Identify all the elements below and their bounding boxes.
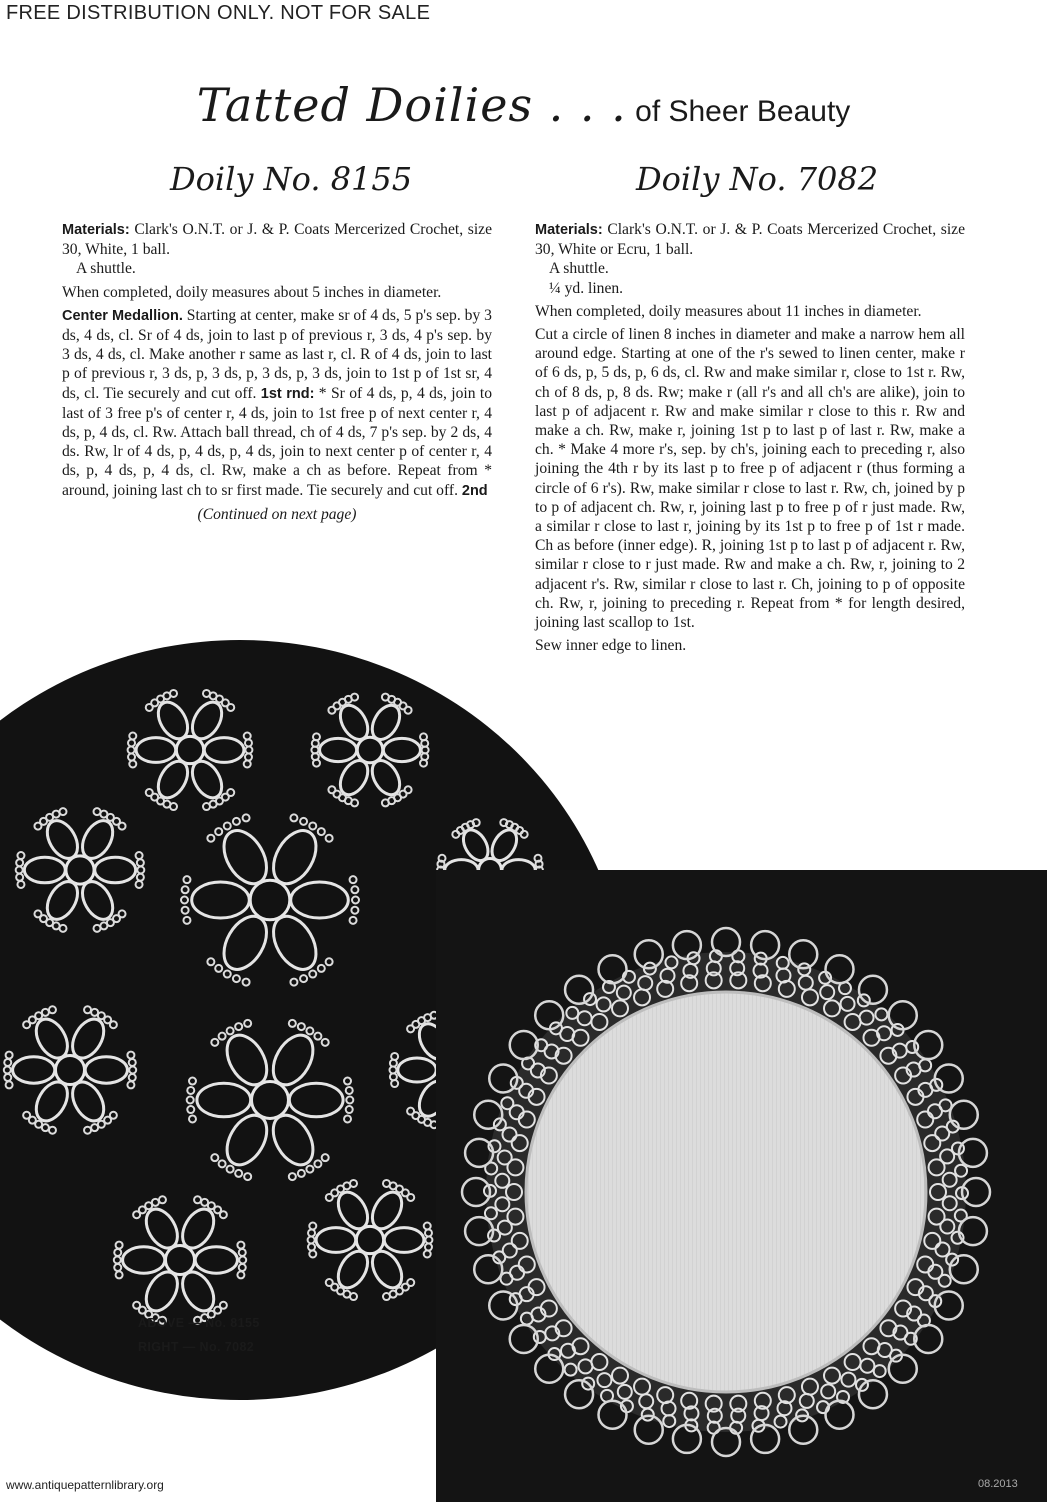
center-medallion-8155: Center Medallion. Starting at center, make sr of 4 ds, 5 p's sep. by 3 ds, 4 ds, cl. Sr of 4 ds, join to last p of previous r, 3 ds, 4 p's sep. by 3 ds, 4 ds, cl. Make another r same as last r, cl. R of 4 ds, join to last p of previous r, 3 ds, p, 3 ds, p, 3 ds, p, 3 ds, join to 1st p of 1st sr, 4 ds, cl. Tie securely and cut off. 1st rnd: * Sr of 4 ds, p, 4 ds, join to last of 3 free p's of center r, 4 ds, join to 1st free p of next center r, 4 ds, p, 4 ds, cl. Rw. Attach ball thread, ch of 4 ds, 7 p's sep. by 2 ds, 4 ds. Rw, lr of 4 ds, p, 4 ds, p, 4 ds, join to next center p of center r, 4 ds, p, 4 ds, p, 4 ds, cl. Rw, make a ch as before. Repeat from * around, joining last ch to sr first made. Tie securely and cut off. 2nd	[62, 306, 493, 499]
tatted-medallion	[128, 690, 253, 810]
tatted-medallion	[4, 1006, 136, 1133]
shuttle-8155: A shuttle.	[76, 260, 136, 278]
materials-7082: Materials: Clark's O.N.T. or J. & P. Coats Mercerized Crochet, size 30, White or Ecru, 1 ball.	[535, 221, 965, 259]
title-subtitle: of Sheer Beauty	[626, 95, 851, 128]
lace-edging-illustration	[436, 870, 1047, 1502]
heading-doily-8155: Doily No. 8155	[170, 160, 413, 198]
tatted-medallion	[16, 808, 145, 932]
tatted-medallion	[308, 1180, 433, 1300]
photo-captions	[138, 1311, 260, 1359]
instructions-7082: Cut a circle of linen 8 inches in diameter and make a narrow hem all around edge. Starting at one of the r's sewed to linen center, make r of 6 ds, p, 5 ds, p, 6 ds, cl. Rw and make similar r, close to 1st r. Rw, ch of 8 ds, p, 8 ds. Rw; make r (all r's and all ch's are alike), join to last p of adjacent r. Rw and make similar r close to this r. Rw and make a ch. Rw, make r, joining 1st p to last p of last r. Rw, make a ch. * Make 4 more r's, sep. by ch's, joining each to preceding r, also joining the 4th r by its last p to free p of adjacent r (thus forming a circle of 6 r's). Rw, make similar r close to last r. Rw, ch, joined by p to p of adjacent ch. Rw, r, joining last p to free p of r just made. Rw, a similar r close to last r, joining by its 1st p to free p of 1st r made. Ch as before (inner edge). R, joining 1st p to last p of adjacent r. Rw, similar r close to r just made. Rw and make a ch. Rw, r, joining to 2 adjacent r's. Rw, similar r close to last r. Ch, joining to p of opposite ch. Rw, r, joining to preceding r. Repeat from * for length desired, joining last scallop to 1st.	[535, 326, 965, 632]
linen-7082: ¼ yd. linen.	[549, 279, 624, 297]
tatted-medallion	[311, 694, 428, 807]
instructions-doily-8155	[62, 220, 492, 528]
distribution-banner: FREE DISTRIBUTION ONLY. NOT FOR SALE	[6, 2, 431, 24]
continued-note: (Continued on next page)	[197, 505, 357, 523]
tatted-medallion	[181, 814, 359, 985]
tatted-medallion	[187, 1020, 354, 1180]
page-title	[0, 78, 1047, 132]
tatted-medallion	[114, 1196, 246, 1323]
shuttle-7082: A shuttle.	[549, 260, 609, 278]
caption-above: ABOVE — No. 8155	[138, 1316, 260, 1330]
title-script: Tatted Doilies . . .	[196, 78, 627, 132]
sew-note-7082: Sew inner edge to linen.	[535, 637, 687, 655]
heading-doily-7082: Doily No. 7082	[636, 160, 879, 198]
photo-doily-7082	[436, 870, 1047, 1502]
footer-code: 08.2013	[978, 1478, 1018, 1490]
linen-center	[526, 992, 926, 1392]
instructions-doily-7082	[535, 220, 965, 659]
materials-8155: Materials: Clark's O.N.T. or J. & P. Coats Mercerized Crochet, size 30, White, 1 ball.	[62, 221, 492, 259]
footer-site: www.antiquepatternlibrary.org	[6, 1478, 164, 1492]
caption-right: RIGHT — No. 7082	[138, 1340, 255, 1354]
measure-8155: When completed, doily measures about 5 inches in diameter.	[62, 283, 442, 301]
measure-7082: When completed, doily measures about 11 inches in diameter.	[535, 302, 922, 320]
